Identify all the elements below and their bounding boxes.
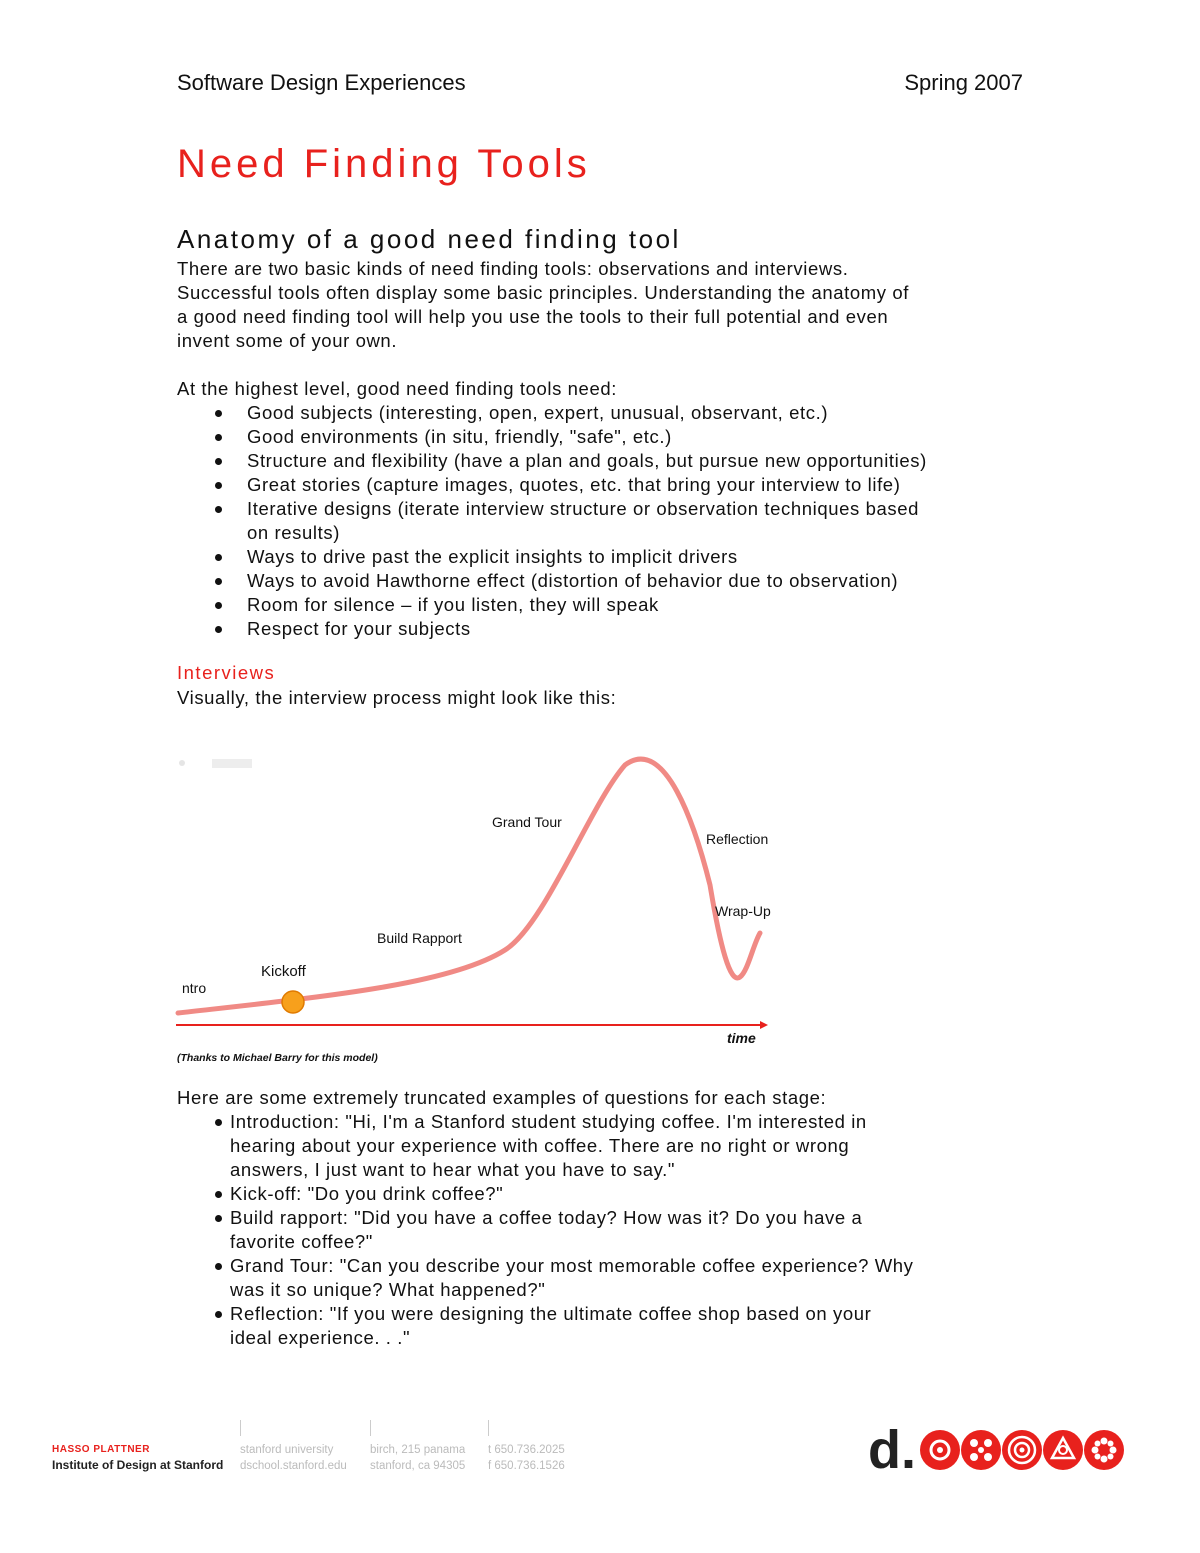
bullet-icon bbox=[215, 626, 222, 633]
label-wrap-up: Wrap-Up bbox=[715, 903, 771, 919]
kickoff-marker bbox=[282, 991, 304, 1013]
bullet-icon bbox=[215, 1311, 222, 1318]
bullet-icon bbox=[215, 578, 222, 585]
bullet-icon bbox=[215, 434, 222, 441]
principles-list bbox=[177, 401, 1037, 641]
list-item: Iterative designs (iterate interview structure or observation techniques based on results) bbox=[177, 497, 1037, 545]
footer-contact-col2: birch, 215 panama stanford, ca 94305 bbox=[370, 1444, 466, 1472]
dschool-logo-icons bbox=[918, 1428, 1124, 1472]
bullet-icon bbox=[215, 554, 222, 561]
list-item: Introduction: "Hi, I'm a Stanford student studying coffee. I'm interested in hearing about your experience with coffee. There are no right or wrong answers, I just want to hear what you have to say." bbox=[177, 1110, 1037, 1182]
header-course: Software Design Experiences bbox=[177, 70, 466, 95]
paragraph-line: a good need finding tool will help you use the tools to their full potential and even bbox=[177, 306, 889, 327]
footer-divider bbox=[488, 1420, 489, 1436]
list-item: Respect for your subjects bbox=[177, 617, 1037, 641]
section-heading: Anatomy of a good need finding tool bbox=[177, 224, 681, 254]
header-term: Spring 2007 bbox=[904, 70, 1023, 95]
footer-org-line1: HASSO PLATTNER bbox=[52, 1444, 150, 1455]
bullet-icon bbox=[215, 458, 222, 465]
bullet-icon bbox=[215, 482, 222, 489]
list-item: Grand Tour: "Can you describe your most memorable coffee experience? Why was it so unique? What happened?" bbox=[177, 1254, 1037, 1302]
footer-divider bbox=[370, 1420, 371, 1436]
logo-circle-icon bbox=[920, 1430, 960, 1470]
dschool-logo-text: d. bbox=[868, 1420, 916, 1480]
list-item: Kick-off: "Do you drink coffee?" bbox=[177, 1182, 1037, 1206]
diagram-caption: (Thanks to Michael Barry for this model) bbox=[177, 1052, 378, 1064]
list-item: Structure and flexibility (have a plan and goals, but pursue new opportunities) bbox=[177, 449, 1037, 473]
logo-flower-icon bbox=[1084, 1430, 1124, 1470]
logo-dots-icon bbox=[961, 1430, 1001, 1470]
list-item: Ways to drive past the explicit insights to implicit drivers bbox=[177, 545, 1037, 569]
label-kickoff: Kickoff bbox=[261, 963, 306, 980]
time-axis-arrow bbox=[760, 1021, 768, 1029]
label-intro: ntro bbox=[182, 980, 207, 996]
footer-org-line2: Institute of Design at Stanford bbox=[52, 1458, 224, 1472]
label-build-rapport: Build Rapport bbox=[377, 930, 462, 946]
interview-process-diagram bbox=[170, 745, 790, 1050]
list-item: Ways to avoid Hawthorne effect (distortion of behavior due to observation) bbox=[177, 569, 1037, 593]
examples-intro: Here are some extremely truncated examples of questions for each stage: bbox=[177, 1087, 827, 1108]
bullet-icon bbox=[215, 1191, 222, 1198]
list-item: Reflection: "If you were designing the ultimate coffee shop based on your ideal experience. . ." bbox=[177, 1302, 1037, 1350]
page-title: Need Finding Tools bbox=[177, 142, 591, 186]
bullet-icon bbox=[215, 1263, 222, 1270]
list-item: Good environments (in situ, friendly, "safe", etc.) bbox=[177, 425, 1037, 449]
footer-divider bbox=[240, 1420, 241, 1436]
faint-logo-mark bbox=[179, 759, 252, 768]
paragraph-line: Successful tools often display some basic principles. Understanding the anatomy of bbox=[177, 282, 910, 303]
bullet-icon bbox=[215, 602, 222, 609]
bullet-icon bbox=[215, 410, 222, 417]
intro-paragraph bbox=[177, 257, 1037, 353]
bullet-icon bbox=[215, 506, 222, 513]
paragraph-line: There are two basic kinds of need finding tools: observations and interviews. bbox=[177, 258, 849, 279]
interviews-intro: Visually, the interview process might look like this: bbox=[177, 687, 617, 708]
logo-triangle-icon bbox=[1043, 1430, 1083, 1470]
list-item: Build rapport: "Did you have a coffee today? How was it? Do you have a favorite coffee?" bbox=[177, 1206, 1037, 1254]
bullets-intro: At the highest level, good need finding tools need: bbox=[177, 378, 617, 399]
paragraph-line: invent some of your own. bbox=[177, 330, 398, 351]
bullet-icon bbox=[215, 1215, 222, 1222]
interviews-heading: Interviews bbox=[177, 662, 276, 683]
logo-target-icon bbox=[1002, 1430, 1042, 1470]
label-reflection: Reflection bbox=[706, 831, 769, 847]
list-item: Great stories (capture images, quotes, etc. that bring your interview to life) bbox=[177, 473, 1037, 497]
list-item: Good subjects (interesting, open, expert, unusual, observant, etc.) bbox=[177, 401, 1037, 425]
list-item: Room for silence – if you listen, they will speak bbox=[177, 593, 1037, 617]
bullet-icon bbox=[215, 1119, 222, 1126]
footer-contact-col1: stanford university dschool.stanford.edu bbox=[240, 1444, 347, 1472]
label-time: time bbox=[727, 1030, 756, 1046]
label-grand-tour: Grand Tour bbox=[492, 814, 562, 830]
footer-contact-col3: t 650.736.2025 f 650.736.1526 bbox=[488, 1444, 565, 1472]
examples-list bbox=[177, 1110, 1037, 1350]
